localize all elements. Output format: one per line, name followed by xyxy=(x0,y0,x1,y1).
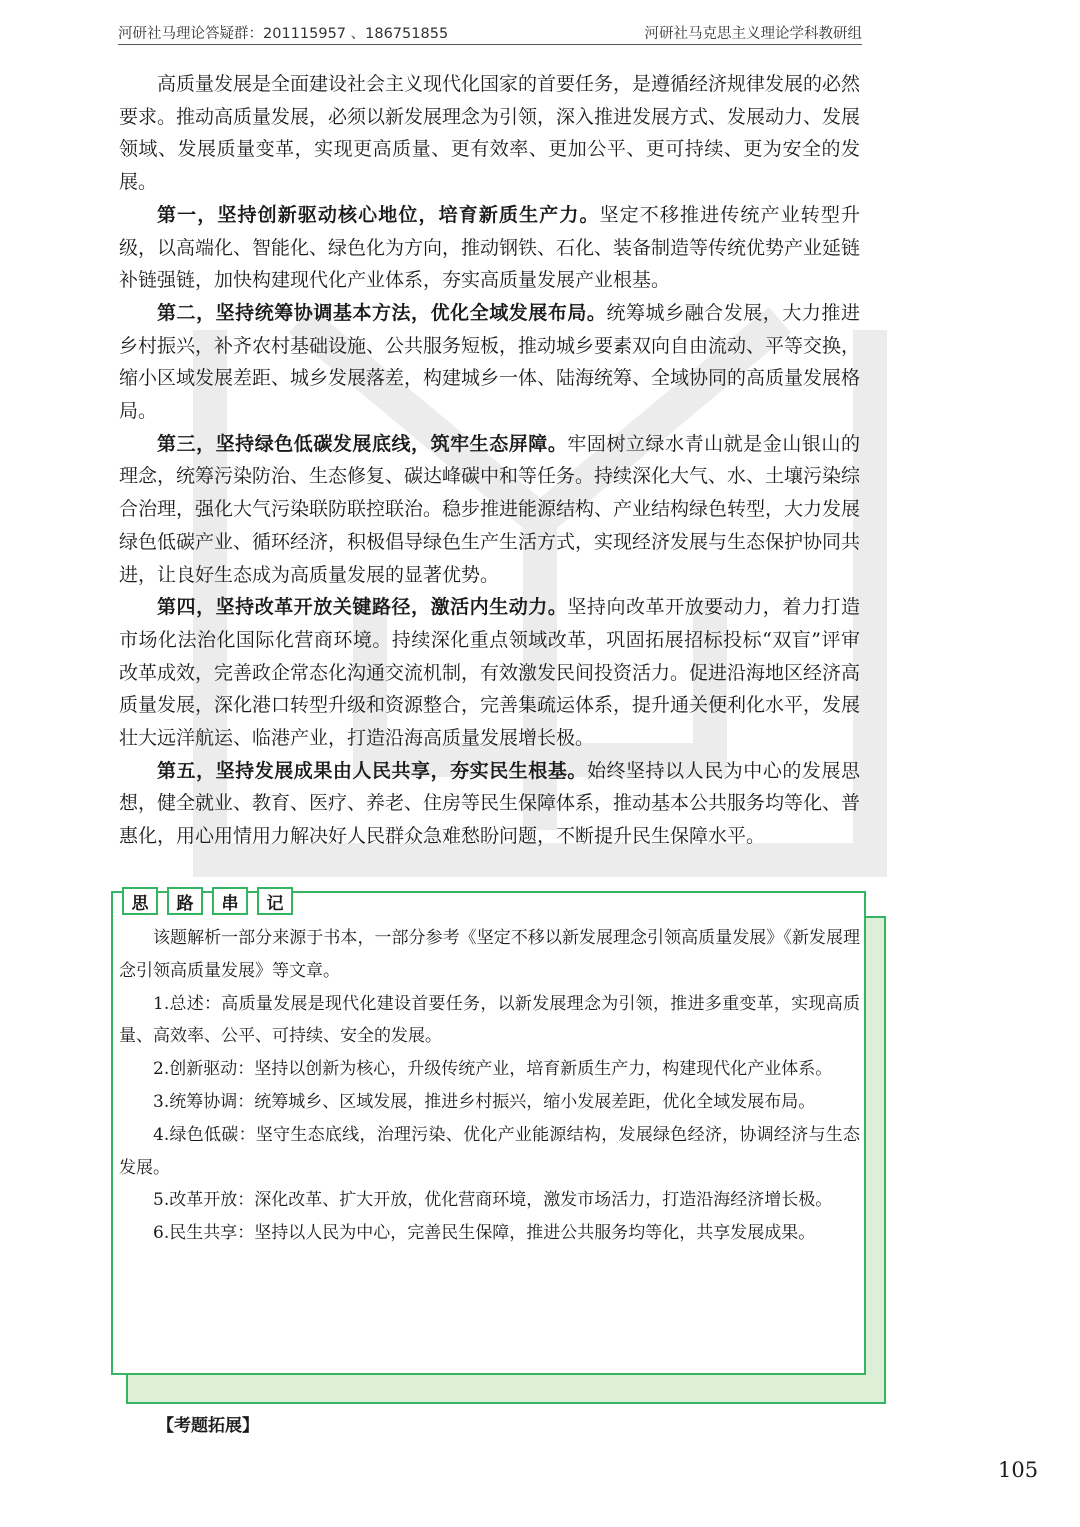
note-item: 1.总述：高质量发展是现代化建设首要任务，以新发展理念为引领，推进多重变革，实现高质量、高效率、公平、可持续、安全的发展。 xyxy=(119,993,860,1047)
point-1-lead: 第一，坚持创新驱动核心地位，培育新质生产力。 xyxy=(157,203,600,226)
point-1-text: 坚定不移推进传统产业转型升级，以高端化、智能化、绿色化为方向，推动钢铁、石化、装备制造等传统优势产业延链补链强链，加快构建现代化产业体系，夯实高质量发展产业根基。 xyxy=(119,203,861,292)
note-content xyxy=(119,922,860,1250)
point-2-paragraph xyxy=(119,297,860,428)
header-organization: 河研社马克思主义理论学科教研组 xyxy=(644,26,862,42)
note-item: 4.绿色低碳：坚守生态底线，治理污染、优化产业能源结构，发展绿色经济，协调经济与生态发展。 xyxy=(119,1124,860,1178)
note-title-tags xyxy=(122,887,293,915)
point-2-text: 统筹城乡融合发展，大力推进乡村振兴，补齐农村基础设施、公共服务短板，推动城乡要素双向自由流动、平等交换，缩小区域发展差距、城乡发展落差，构建城乡一体、陆海统筹、全域协同的高质量发展格局。 xyxy=(119,301,861,423)
main-body xyxy=(119,68,860,853)
note-tag: 路 xyxy=(167,887,203,915)
point-3-text: 牢固树立绿水青山就是金山银山的理念，统筹污染防治、生态修复、碳达峰碳中和等任务。持续深化大气、水、土壤污染综合治理，强化大气污染联防联控联治。稳步推进能源结构、产业结构绿色转型，大力发展绿色低碳产业、循环经济，积极倡导绿色生产生活方式，实现经济发展与生态保护协同共进，让良好生态成为高质量发展的显著优势。 xyxy=(119,432,861,586)
note-tag: 记 xyxy=(257,887,293,915)
note-item: 6.民生共享：坚持以人民为中心，完善民生保障，推进公共服务均等化，共享发展成果。 xyxy=(153,1223,816,1244)
note-item: 2.创新驱动：坚持以创新为核心，升级传统产业，培育新质生产力，构建现代化产业体系。 xyxy=(153,1059,833,1080)
point-5-paragraph xyxy=(119,755,860,853)
note-item: 5.改革开放：深化改革、扩大开放，优化营商环境，激发市场活力，打造沿海经济增长极。 xyxy=(153,1190,833,1211)
header-qq-group: 河研社马理论答疑群：201115957 、186751855 xyxy=(118,26,449,42)
point-3-paragraph xyxy=(119,428,860,592)
extension-heading: 【考题拓展】 xyxy=(157,1416,259,1436)
page-number: 105 xyxy=(998,1458,1039,1482)
note-tag: 思 xyxy=(122,887,158,915)
note-item: 3.统筹协调：统筹城乡、区域发展，推进乡村振兴，缩小发展差距，优化全域发展布局。 xyxy=(153,1091,816,1112)
note-source-line: 该题解析一部分来源于书本，一部分参考《坚定不移以新发展理念引领高质量发展》《新发展理念引领高质量发展》等文章。 xyxy=(119,928,860,981)
point-4-paragraph xyxy=(119,591,860,755)
point-2-lead: 第二，坚持统筹协调基本方法，优化全域发展布局。 xyxy=(157,301,607,324)
note-tag: 串 xyxy=(212,887,248,915)
point-5-text: 始终坚持以人民为中心的发展思想，健全就业、教育、医疗、养老、住房等民生保障体系，推动基本公共服务均等化、普惠化，用心用情用力解决好人民群众急难愁盼问题，不断提升民生保障水平。 xyxy=(119,759,861,848)
page-header xyxy=(118,22,862,45)
point-5-lead: 第五，坚持发展成果由人民共享，夯实民生根基。 xyxy=(157,759,587,782)
point-3-lead: 第三，坚持绿色低碳发展底线，筑牢生态屏障。 xyxy=(157,432,568,455)
point-4-text: 坚持向改革开放要动力，着力打造市场化法治化国际化营商环境。持续深化重点领域改革，巩固拓展招标投标“双盲”评审改革成效，完善政企常态化沟通交流机制，有效激发民间投资活力。促进沿海地区经济高质量发展，深化港口转型升级和资源整合，完善集疏运体系，提升通关便利化水平，发展壮大远洋航运、临港产业，打造沿海高质量发展增长极。 xyxy=(119,596,861,750)
intro-paragraph: 高质量发展是全面建设社会主义现代化国家的首要任务，是遵循经济规律发展的必然要求。推动高质量发展，必须以新发展理念为引领，深入推进发展方式、发展动力、发展领域、发展质量变革，实现更高质量、更有效率、更加公平、更可持续、更为安全的发展。 xyxy=(119,73,861,194)
point-4-lead: 第四，坚持改革开放关键路径，激活内生动力。 xyxy=(157,596,568,619)
point-1-paragraph xyxy=(119,199,860,297)
